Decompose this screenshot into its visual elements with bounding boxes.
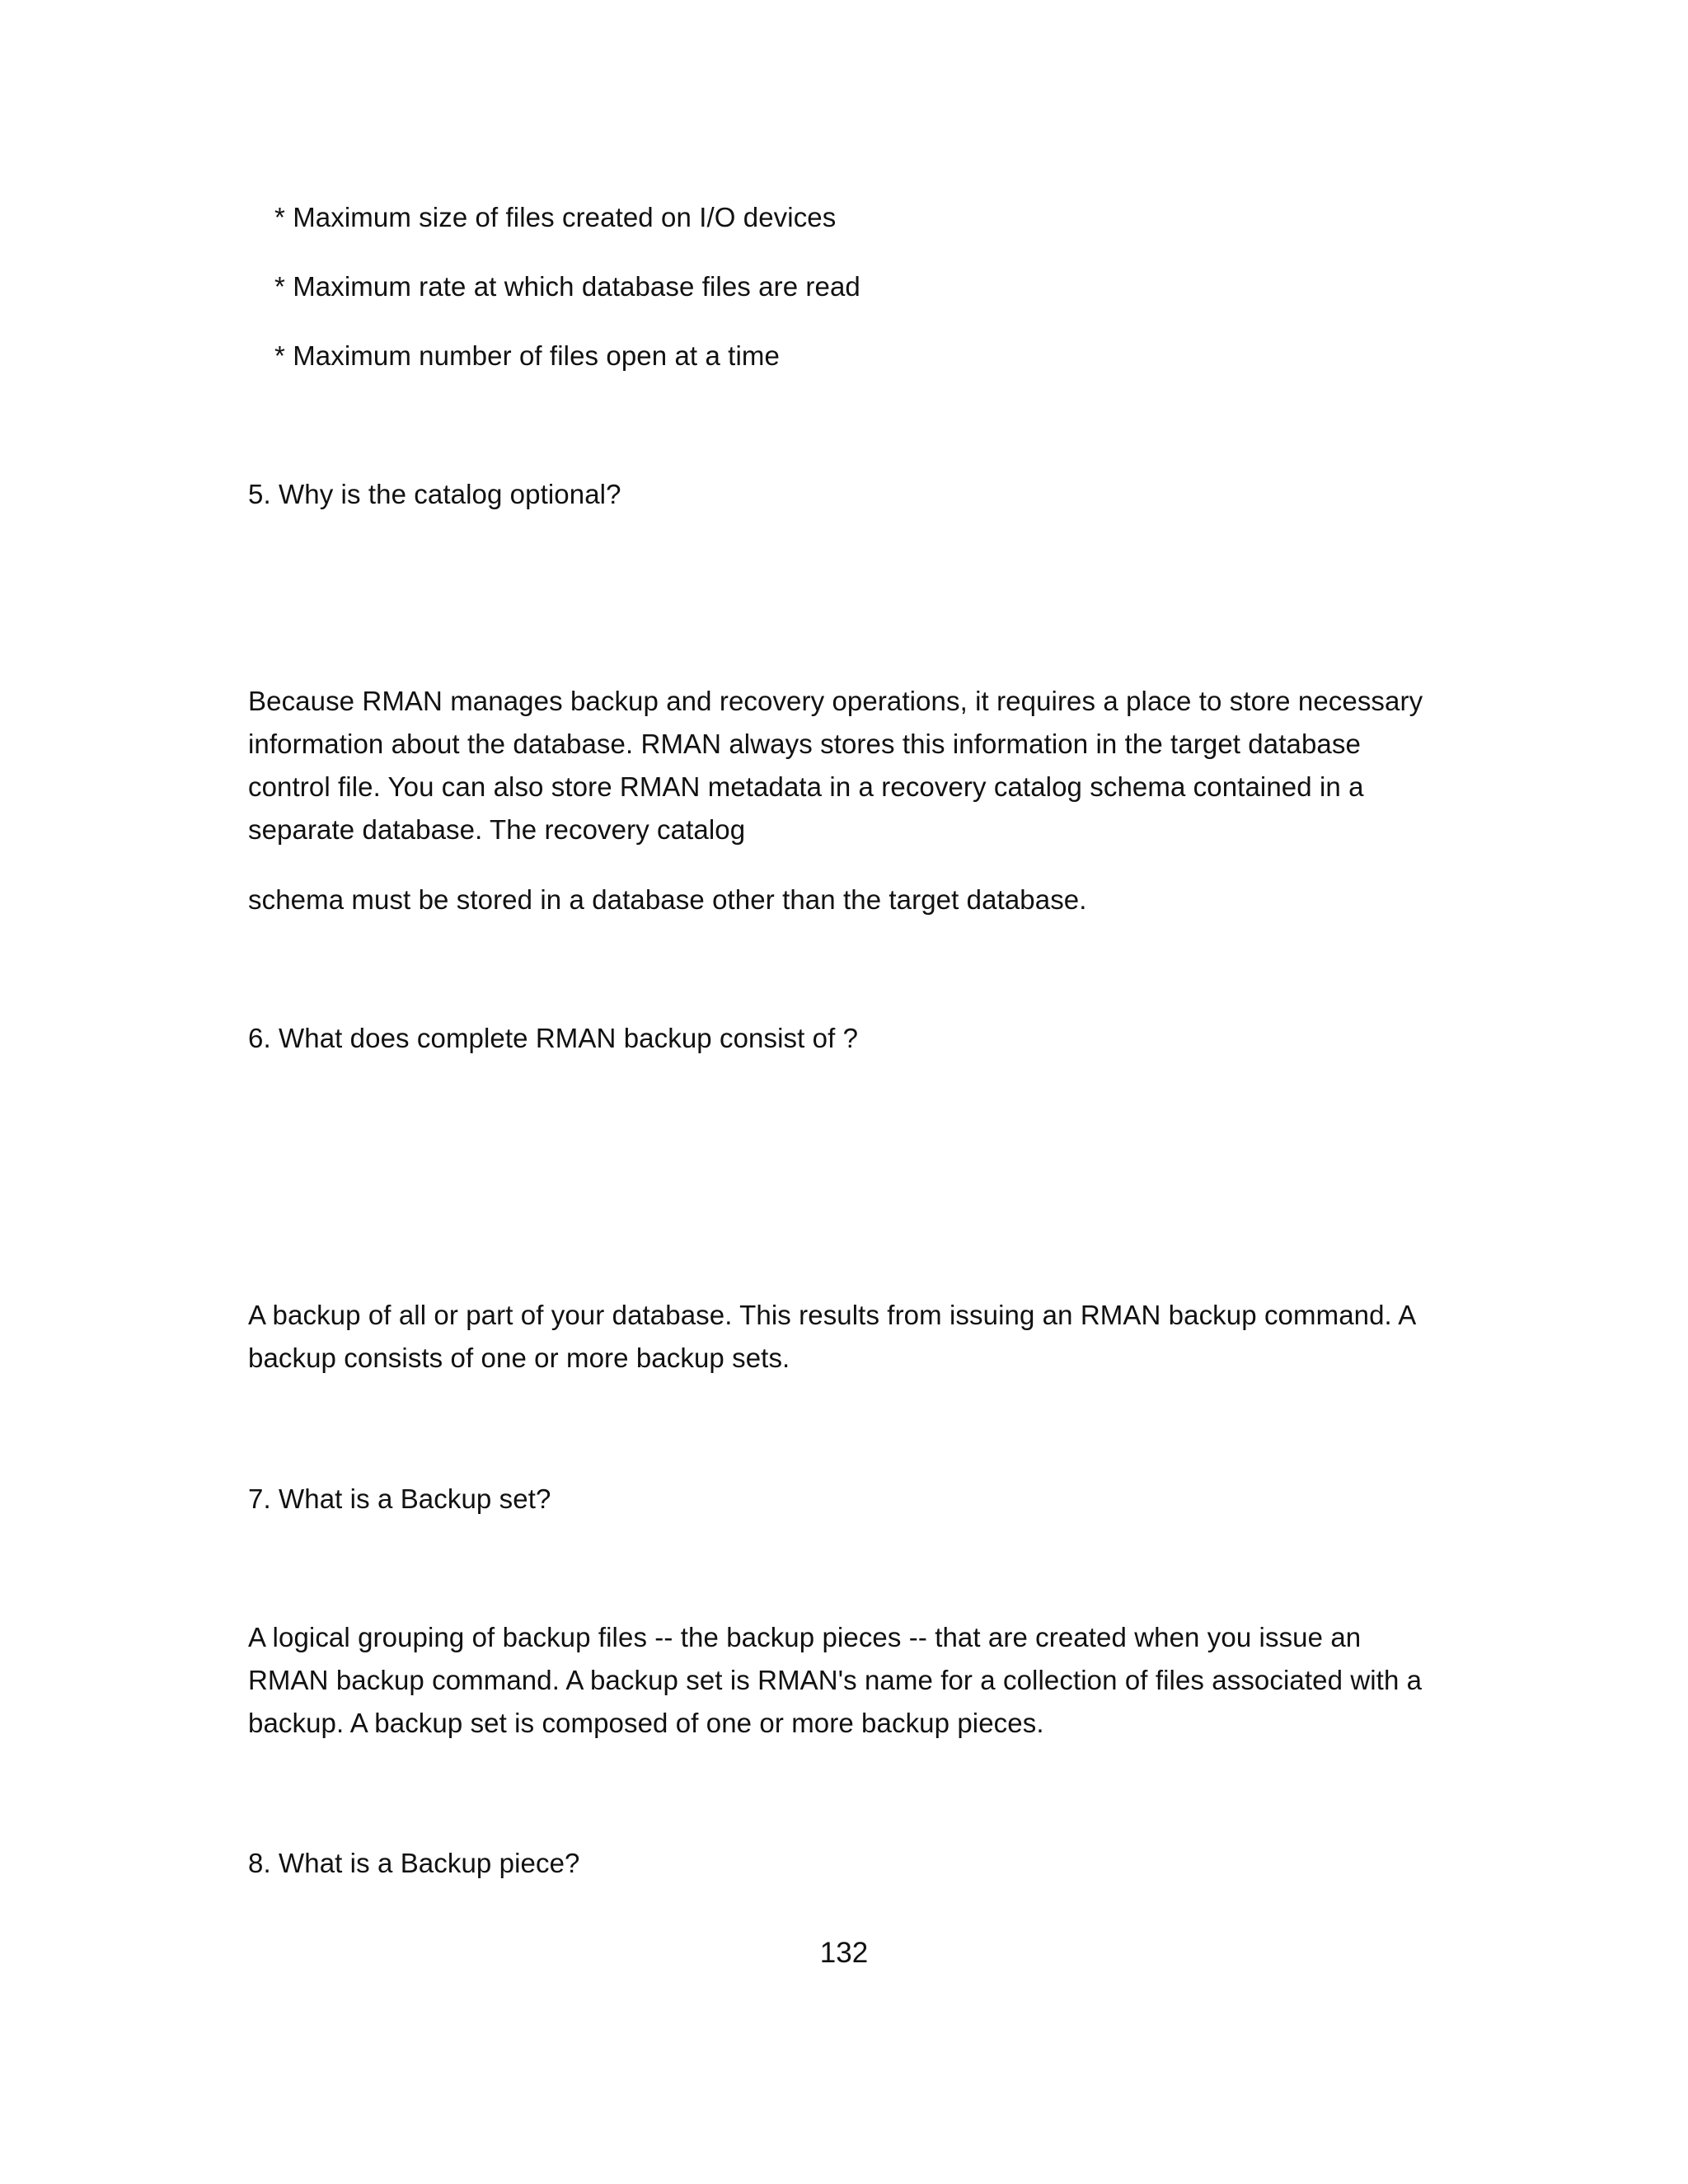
answer-7-line: A logical grouping of backup files -- the backup pieces -- that are created when you issue an <box>248 1622 1362 1652</box>
page-number: 132 <box>819 1937 869 1969</box>
answer-5-line: control file. You can also store RMAN metadata in a recovery catalog schema contained in a <box>248 771 1364 802</box>
question-8-heading: 8. What is a Backup piece? <box>248 1848 580 1878</box>
bullet-item: * Maximum rate at which database files are read <box>274 271 860 302</box>
answer-5-line: Because RMAN manages backup and recovery operations, it requires a place to store necessary <box>248 686 1423 716</box>
answer-5-continuation: schema must be stored in a database other than the target database. <box>248 884 1087 915</box>
bullet-item: * Maximum size of files created on I/O devices <box>274 202 837 232</box>
answer-6-line: A backup of all or part of your database. This results from issuing an RMAN backup command. A <box>248 1300 1417 1330</box>
answer-7-line: backup. A backup set is composed of one or more backup pieces. <box>248 1708 1044 1738</box>
question-6-heading: 6. What does complete RMAN backup consist of ? <box>248 1023 859 1053</box>
answer-7-line: RMAN backup command. A backup set is RMAN's name for a collection of files associated with a <box>248 1665 1423 1695</box>
question-7-heading: 7. What is a Backup set? <box>248 1483 551 1514</box>
question-5-heading: 5. Why is the catalog optional? <box>248 479 621 509</box>
bullet-item: * Maximum number of files open at a time <box>274 340 780 371</box>
answer-5-line: information about the database. RMAN always stores this information in the target database <box>248 729 1361 759</box>
answer-6-line: backup consists of one or more backup sets. <box>248 1343 790 1373</box>
answer-5-line: separate database. The recovery catalog <box>248 814 746 845</box>
